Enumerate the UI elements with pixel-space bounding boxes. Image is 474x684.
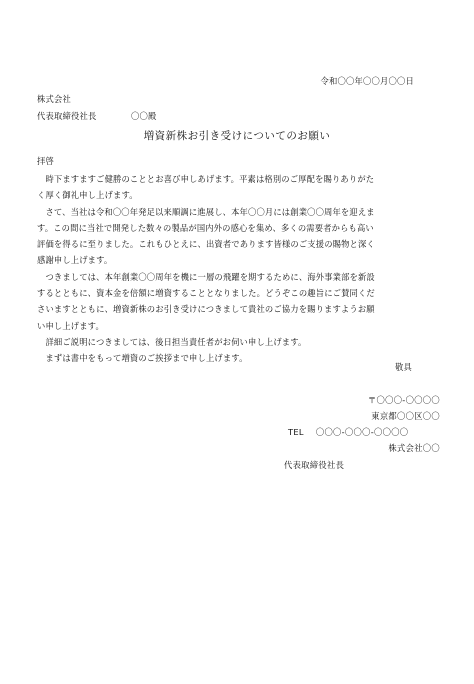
sender-tel-row [288, 427, 408, 438]
body-line: つきましては、本年創業〇〇周年を機に一層の飛躍を期するために、海外事業部を新設 [37, 271, 375, 282]
body-line: 時下ますますご健勝のこととお喜び申しあげます。平素は格別のご厚配を賜りありがた [37, 174, 375, 184]
body-line: まずは書中をもって増資のご挨拶まで申し上げます。 [37, 353, 248, 364]
body-line: 評価を得るに至りました。これもひとえに、出資者であります皆様のご支援の賜物と深く [37, 239, 375, 250]
sender-postal-code: 〒〇〇〇-〇〇〇〇 [367, 395, 440, 405]
recipient-name: 〇〇殿 [131, 111, 157, 121]
salutation: 拝啓 [37, 156, 54, 166]
letter-title: 増資新株お引き受けについてのお願い [143, 130, 331, 142]
recipient-title: 代表取締役社長 [37, 111, 97, 121]
body-line: す。この間に当社で開発した数々の製品が国内外の感心を集め、多くの需要者からも高い [37, 222, 374, 233]
letter-date: 令和〇〇年〇〇月〇〇日 [320, 76, 414, 86]
closing-keigu: 敬具 [395, 362, 412, 372]
sender-title: 代表取締役社長 [284, 460, 345, 470]
body-line: さて、当社は令和〇〇年発足以来順調に進展し、本年〇〇月には創業〇〇周年を迎えま [37, 206, 375, 217]
body-line: い申し上げます。 [37, 320, 104, 331]
recipient-company: 株式会社 [37, 94, 71, 104]
letter-body [37, 171, 442, 367]
sender-company: 株式会社〇〇 [388, 443, 440, 453]
body-line: さいますとともに、増資新株のお引き受けにつきまして貴社のご協力を賜りますようお願 [37, 304, 375, 315]
body-line: 詳細ご説明につきましては、後日担当責任者がお伺い申し上げます。 [37, 336, 307, 347]
tel-label: TEL [288, 427, 304, 437]
tel-number: 〇〇〇-〇〇〇-〇〇〇〇 [315, 427, 409, 437]
body-line: く厚く御礼申し上げます。 [37, 190, 138, 201]
body-line: するとともに、資本金を倍額に増資することとなりました。どうぞこの趣旨にご賛同くだ [37, 288, 375, 299]
sender-address: 東京都〇〇区〇〇 [371, 411, 440, 421]
body-line: 感謝申し上げます。 [37, 255, 113, 266]
